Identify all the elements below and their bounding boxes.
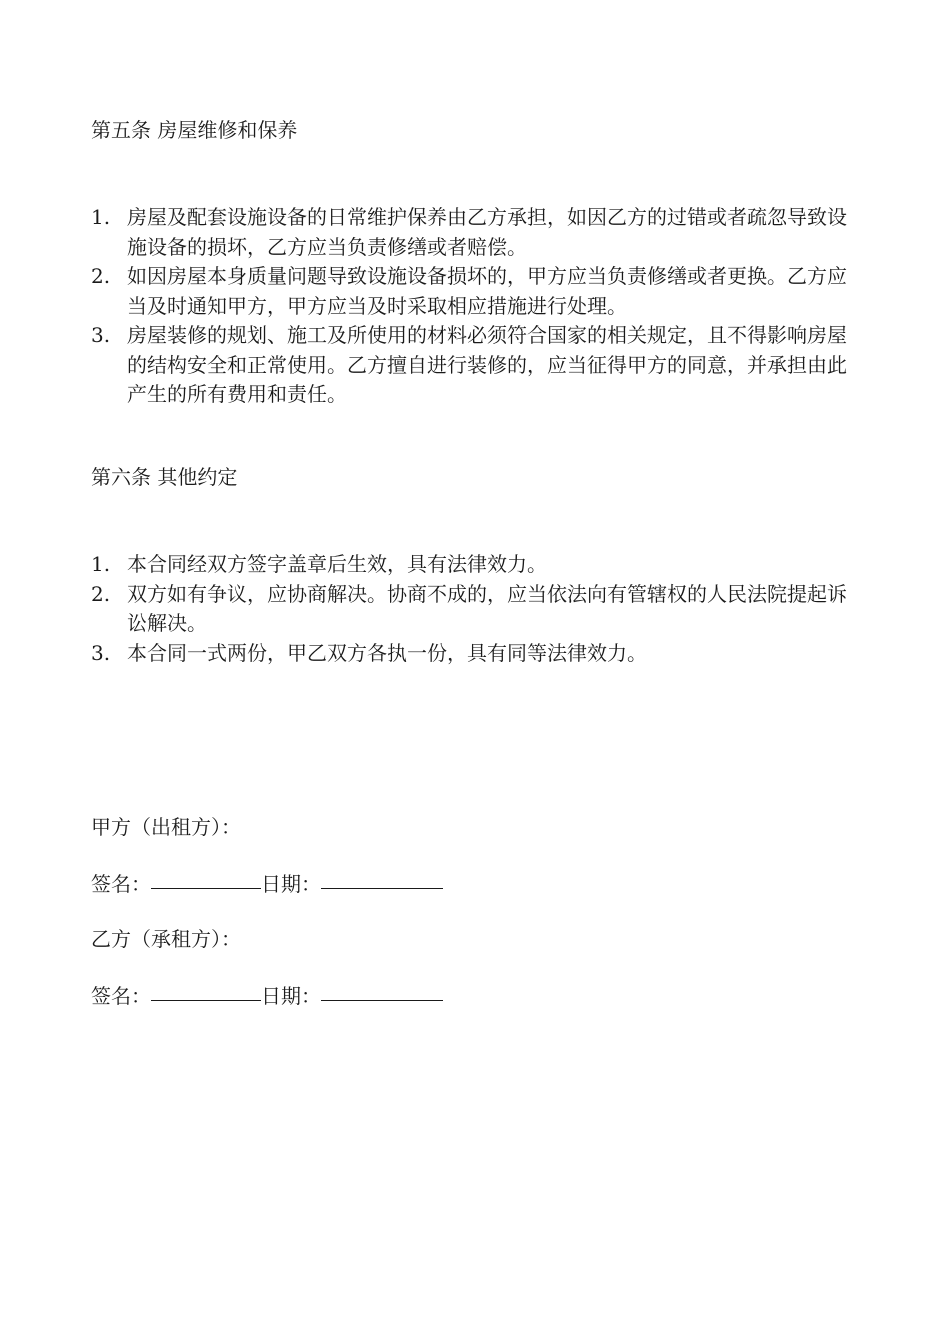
signature-label: 签名： <box>91 872 151 896</box>
list-item-text: 本合同一式两份，甲乙双方各执一份，具有同等法律效力。 <box>127 640 647 665</box>
section6-list <box>91 550 851 668</box>
party-a-signature-row <box>91 870 443 898</box>
section5-list <box>91 203 851 410</box>
date-field[interactable] <box>321 999 443 1001</box>
list-item-text: 房屋及配套设施设备的日常维护保养由乙方承担，如因乙方的过错或者疏忽导致设施设备的损坏，乙方应当负责修缮或者赔偿。 <box>127 205 847 259</box>
list-item <box>91 550 851 580</box>
section6-title: 第六条 其他约定 <box>91 465 238 489</box>
date-field[interactable] <box>321 887 443 889</box>
list-item-text: 房屋装修的规划、施工及所使用的材料必须符合国家的相关规定，且不得影响房屋的结构安全和正常使用。乙方擅自进行装修的，应当征得甲方的同意，并承担由此产生的所有费用和责任。 <box>127 323 847 406</box>
date-label: 日期： <box>261 984 321 1008</box>
list-item <box>91 321 851 410</box>
list-item <box>91 203 851 262</box>
list-item-text: 双方如有争议，应协商解决。协商不成的，应当依法向有管辖权的人民法院提起诉讼解决。 <box>127 581 847 635</box>
date-label: 日期： <box>261 872 321 896</box>
list-item-number: 3. <box>91 323 111 347</box>
list-item <box>91 639 851 669</box>
party-b-signature-row <box>91 982 443 1010</box>
party-a-label: 甲方（出租方）： <box>91 815 241 839</box>
section5-title: 第五条 房屋维修和保养 <box>91 118 298 142</box>
list-item-number: 1. <box>91 552 111 576</box>
signature-label: 签名： <box>91 984 151 1008</box>
list-item-number: 3. <box>91 640 111 665</box>
signature-field[interactable] <box>151 887 261 889</box>
list-item <box>91 580 851 639</box>
list-item-number: 1. <box>91 205 111 229</box>
party-b-label: 乙方（承租方）： <box>91 927 241 951</box>
signature-field[interactable] <box>151 999 261 1001</box>
list-item-text: 如因房屋本身质量问题导致设施设备损坏的，甲方应当负责修缮或者更换。乙方应当及时通知甲方，甲方应当及时采取相应措施进行处理。 <box>127 264 847 318</box>
list-item-number: 2. <box>91 581 111 606</box>
list-item <box>91 262 851 321</box>
list-item-text: 本合同经双方签字盖章后生效，具有法律效力。 <box>127 552 547 576</box>
list-item-number: 2. <box>91 264 111 288</box>
